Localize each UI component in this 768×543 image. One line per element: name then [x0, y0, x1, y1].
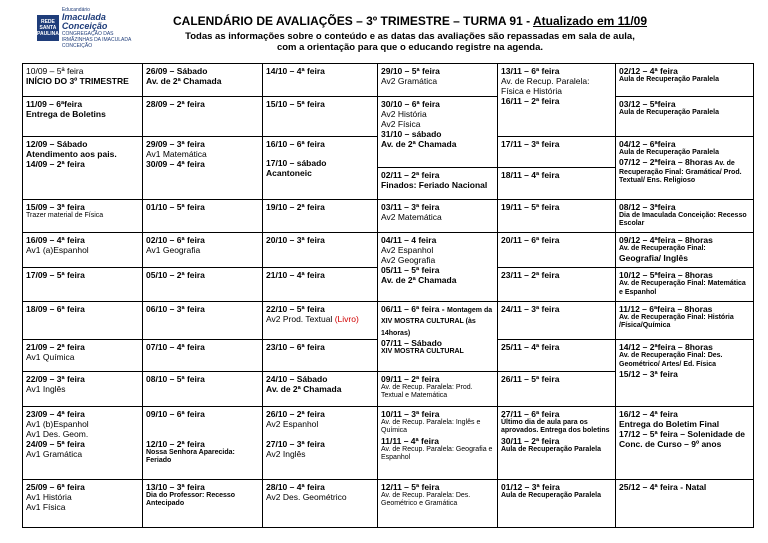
table-row [23, 64, 754, 97]
calendar-cell [616, 406, 754, 479]
cell-date: 20/11 – 6ª feira [501, 234, 560, 245]
cell-date: 01/10 – 5ª feira [146, 201, 205, 212]
cell-date: 11/09 – 6ªfeira [26, 99, 83, 110]
calendar-cell [263, 268, 378, 301]
logo-line3: CONGREGAÇÃO DAS IRMÃZINHAS DA IMACULADA CONCEIÇÃO [61, 31, 132, 49]
cell-event-text: Av2 Prod. Textual [266, 313, 333, 324]
calendar-cell [616, 136, 754, 199]
cell-date-text: 06/11 – 6ª feira - [381, 303, 447, 314]
calendar-cell [378, 168, 498, 199]
calendar-cell [616, 479, 754, 527]
cell-date-text: 07/12 – 2ªfeira – 8horas [619, 157, 713, 168]
cell-event: Geografia/ Inglês [619, 253, 688, 264]
cell-date: 14/09 – 2ª feira [26, 158, 85, 169]
cell-date: 08/10 – 5ª feira [146, 373, 205, 384]
calendar-cell [143, 340, 263, 371]
calendar-cell [498, 64, 616, 137]
cell-date: 23/09 – 4ª feira [26, 408, 85, 419]
cell-date: 28/09 – 2ª feira [146, 99, 205, 110]
cell-date: 30/10 – 6ª feira [381, 99, 440, 110]
cell-event: Av2 Espanhol [381, 244, 434, 255]
cell-date: 02/11 – 2ª feira [381, 170, 440, 181]
cell-date: 30/09 – 4ª feira [146, 158, 205, 169]
cell-event: Av1 Matemática [146, 148, 207, 159]
cell-event: Acantoneic [266, 167, 312, 178]
cell-event: Av. de Recuperação Final: Matemática e Espanhol [619, 280, 746, 296]
cell-date: 23/11 – 2ª feira [501, 270, 560, 281]
cell-event-prefix: Av. de [712, 160, 735, 168]
table-row [23, 97, 754, 137]
cell-date: 13/10 – 3ª feira [146, 481, 205, 492]
cell-date: 20/10 – 3ª feira [266, 234, 325, 245]
calendar-cell [378, 64, 498, 97]
cell-event: Av1 História [26, 491, 72, 502]
cell-date: 16/11 – 2ª feira [501, 96, 560, 106]
cell-date: 25/09 – 6ª feira [26, 481, 85, 492]
calendar-cell [498, 168, 616, 199]
table-row [23, 479, 754, 527]
cell-date: 04/12 – 6ªfeira [619, 138, 676, 149]
cell-event: Av. de Recup. Paralela: Física e História [501, 76, 590, 96]
cell-date [381, 304, 494, 339]
cell-date: 23/10 – 6ª feira [266, 342, 325, 353]
cell-event: Atendimento aos pais. [26, 148, 117, 159]
cell-date: 22/09 – 3ª feira [26, 373, 85, 384]
cell-event: Aula de Recuperação Paralela [619, 109, 719, 117]
page-header [150, 14, 670, 53]
cell-event: Aula de Recuperação Paralela [619, 148, 719, 156]
cell-date: 04/11 – 4 feira [381, 234, 437, 245]
cell-date: 01/12 – 3ª feira [501, 481, 560, 492]
cell-date: 07/11 – Sábado [381, 338, 442, 349]
cell-event: Dia do Professor: Recesso Antecipado [146, 491, 236, 508]
calendar-cell [23, 64, 143, 97]
calendar-cell [616, 340, 754, 407]
cell-date: 12/10 – 2ª feira [146, 438, 205, 449]
calendar-cell [143, 301, 263, 340]
school-logo [37, 7, 137, 49]
cell-event: Av2 Geografia [381, 254, 436, 265]
cell-event: Av1 Física [26, 501, 66, 512]
cell-event: Av. de Recup. Paralela: Des. Geométrico e Gramática [381, 491, 471, 508]
calendar-cell [498, 232, 616, 267]
cell-event: Av. de Recuperação Final: Des. Geométrico/ Artes/ Ed. Física [619, 352, 723, 368]
calendar-cell [143, 371, 263, 406]
table-row [23, 232, 754, 267]
calendar-cell [378, 479, 498, 527]
calendar-cell [498, 479, 616, 527]
cell-date: 11/11 – 4ª feira [381, 435, 439, 446]
calendar-cell [263, 340, 378, 371]
calendar-cell [263, 406, 378, 479]
cell-event: Av1 (a)Espanhol [26, 244, 89, 255]
calendar-cell [23, 97, 143, 137]
cell-event: Av2 Des. Geométrico [266, 491, 347, 502]
calendar-cell [616, 232, 754, 267]
calendar-cell [23, 232, 143, 267]
cell-date: 29/10 – 5ª feira [381, 66, 440, 76]
cell-date: 14/10 – 4ª feira [266, 66, 325, 76]
cell-date: 03/11 – 3ª feira [381, 201, 440, 212]
calendar-cell [378, 371, 498, 406]
cell-date: 15/09 – 3ª feira [26, 201, 85, 212]
cell-event-note: (Livro) [334, 313, 359, 324]
cell-date: 24/11 – 3ª feira [501, 303, 560, 314]
calendar-cell [263, 136, 378, 199]
calendar-cell [143, 64, 263, 97]
page-title [150, 14, 670, 28]
cell-date: 15/12 – 3ª feira [619, 369, 678, 380]
cell-date: 28/10 – 4ª feira [266, 481, 325, 492]
cell-date: 12/09 – Sábado [26, 138, 88, 149]
calendar-cell [23, 301, 143, 340]
cell-date: 02/10 – 6ª feira [146, 234, 205, 245]
cell-date: 10/11 – 3ª feira [381, 408, 440, 419]
cell-date: 26/11 – 5ª feira [501, 373, 560, 384]
cell-date: 25/12 – 4ª feira - Natal [619, 481, 707, 492]
cell-event: Av. de 2ª Chamada [381, 274, 457, 285]
cell-date: 19/11 – 5ª feira [501, 201, 560, 212]
calendar-cell [23, 199, 143, 232]
cell-date: 09/11 – 2ª feira [381, 373, 440, 384]
calendar-cell [143, 268, 263, 301]
calendar-cell [263, 97, 378, 137]
cell-event: Aula de Recuperação Paralela [619, 76, 719, 83]
cell-event: Av. de Recup. Paralela: Geografia e Espanhol [381, 445, 493, 462]
cell-date: 05/10 – 2ª feira [146, 270, 205, 281]
cell-date: 17/10 – sábado [266, 157, 327, 168]
calendar-cell [378, 199, 498, 232]
cell-date: 24/10 – Sábado [266, 373, 328, 384]
calendar-cell [378, 97, 498, 168]
cell-date: 16/12 – 4ª feira [619, 408, 678, 419]
cell-date: 09/12 – 4ªfeira – 8horas [619, 234, 713, 245]
calendar-table [22, 63, 754, 528]
cell-date: 05/11 – 5ª feira [381, 264, 440, 275]
cell-event: Trazer material de Física [26, 211, 104, 219]
calendar-cell [378, 406, 498, 479]
cell-date: 27/10 – 3ª feira [266, 438, 325, 449]
calendar-cell [263, 371, 378, 406]
cell-event: Último dia de aula para os aprovados. Entrega dos boletins [501, 418, 610, 435]
cell-date: 10/09 – 5ª feira [26, 66, 84, 76]
cell-event: Av. de 2ª Chamada [146, 76, 222, 86]
cell-date: 02/12 – 4ª feira [619, 66, 678, 76]
calendar-cell [498, 406, 616, 479]
calendar-cell [143, 199, 263, 232]
cell-event: Av1 Des. Geom. [26, 428, 89, 439]
calendar-cell [263, 64, 378, 97]
cell-event: Av1 Inglês [26, 383, 66, 394]
calendar-cell [23, 268, 143, 301]
calendar-cell [616, 64, 754, 97]
cell-event: Av1 Geografia [146, 244, 201, 255]
logo-line1: Educandário [61, 7, 90, 13]
calendar-cell [143, 97, 263, 137]
logo-seal [37, 15, 59, 41]
cell-event: INÍCIO DO 3º TRIMESTRE [26, 76, 129, 86]
cell-date: 17/09 – 5ª feira [26, 270, 85, 281]
cell-event: Aula de Recuperação Paralela [501, 445, 601, 453]
calendar-cell [616, 97, 754, 137]
cell-date: 11/12 – 6ªfeira – 8horas [619, 303, 713, 314]
calendar-cell [498, 340, 616, 371]
cell-date: 30/11 – 2ª feira [501, 435, 560, 446]
cell-date [619, 157, 750, 169]
cell-date: 31/10 – sábado [381, 129, 442, 140]
cell-date: 26/09 – Sábado [146, 66, 208, 76]
cell-date: 17/11 – 3ª feira [501, 138, 560, 149]
calendar-cell [498, 136, 616, 167]
page-subtitle [150, 31, 670, 53]
cell-event: Av. de Recuperação Final: História /Física/Química [619, 313, 734, 330]
calendar-cell [143, 232, 263, 267]
calendar-cell [498, 268, 616, 301]
calendar-cell [498, 371, 616, 406]
cell-event: Av1 Gramática [26, 448, 83, 459]
cell-event: Av1 (b)Espanhol [26, 418, 89, 429]
cell-event [266, 314, 374, 324]
cell-event: Entrega de Boletins [26, 109, 106, 120]
calendar-cell [23, 406, 143, 479]
cell-date: 29/09 – 3ª feira [146, 138, 205, 149]
cell-event: Av1 Química [26, 352, 75, 363]
cell-date: 19/10 – 2ª feira [266, 201, 325, 212]
cell-event: Aula de Recuperação Paralela [501, 491, 601, 499]
title-text: CALENDÁRIO DE AVALIAÇÕES – 3º TRIMESTRE – TURMA 91 - [172, 14, 533, 28]
cell-event: XIV MOSTRA CULTURAL [381, 348, 464, 356]
cell-date: 24/09 – 5ª feira [26, 438, 85, 449]
calendar-cell [143, 406, 263, 479]
cell-date: 14/12 – 2ªfeira – 8horas [619, 342, 713, 353]
calendar-cell [143, 136, 263, 199]
cell-date: 03/12 – 5ªfeira [619, 99, 676, 110]
subtitle-line1: Todas as informações sobre o conteúdo e as datas das avaliações são repassadas em sala de aula, [185, 31, 635, 42]
table-row [23, 301, 754, 340]
calendar-cell [263, 232, 378, 267]
cell-date: 18/11 – 4ª feira [501, 170, 560, 181]
cell-date: 18/09 – 6ª feira [26, 303, 85, 314]
cell-event: Dia de Imaculada Conceição: Recesso Escolar [619, 211, 747, 227]
cell-date: 26/10 – 2ª feira [266, 408, 325, 419]
cell-event: Av2 Espanhol [266, 418, 319, 429]
cell-event: Finados: Feriado Nacional [381, 180, 488, 191]
cell-event: Av2 Matemática [381, 211, 442, 222]
calendar-cell [23, 371, 143, 406]
cell-date: 16/10 – 6ª feira [266, 138, 325, 149]
table-row [23, 199, 754, 232]
cell-date: 08/12 – 3ªfeira [619, 201, 676, 212]
cell-event: Av. de Recuperação Final: [619, 244, 706, 252]
logo-text [62, 7, 137, 49]
calendar-cell [498, 199, 616, 232]
cell-event: Nossa Senhora Aparecida: Feriado [146, 448, 235, 465]
cell-event: Av2 Inglês [266, 448, 306, 459]
cell-date: 16/09 – 4ª feira [26, 234, 85, 245]
calendar-cell [23, 479, 143, 527]
cell-date: 22/10 – 5ª feira [266, 303, 325, 314]
cell-date: 17/12 – 5ª feira – Solenidade de Conc. de Curso – 9º anos [619, 428, 745, 449]
updated-date: Atualizado em 11/09 [532, 14, 648, 28]
cell-date: 06/10 – 3ª feira [146, 303, 205, 314]
cell-date: 09/10 – 6ª feira [146, 408, 205, 419]
cell-event: Av2 Física [381, 119, 421, 130]
cell-date: 07/10 – 4ª feira [146, 342, 205, 353]
cell-date: 25/11 – 4ª feira [501, 342, 560, 353]
cell-event: Recuperação Final: Gramática/ Prod. Textual/ Ens. Religioso [619, 168, 742, 185]
cell-event: Montagem da XIV MOSTRA CULTURAL (às 14horas) [381, 306, 493, 337]
cell-date: 10/12 – 5ªfeira – 8horas [619, 270, 713, 281]
logo-line2: Imaculada Conceição [61, 12, 108, 31]
calendar-cell [23, 136, 143, 199]
calendar-cell [378, 301, 498, 371]
subtitle-line2: com a orientação para que o educando registre na agenda. [276, 42, 544, 53]
calendar-cell [616, 301, 754, 340]
cell-date: 12/11 – 5ª feira [381, 481, 440, 492]
cell-event: Av. de 2ª Chamada [266, 383, 342, 394]
cell-event: Av. de Recup. Paralela: Prod. Textual e Matemática [381, 383, 473, 399]
calendar-cell [263, 301, 378, 340]
cell-event: Av2 Gramática [381, 76, 438, 86]
cell-event: Av. de Recup. Paralela: Inglês e Química [381, 418, 481, 435]
cell-date: 15/10 – 5ª feira [266, 99, 325, 110]
logo-seal-text: REDE SANTA PAULINA [37, 19, 59, 37]
calendar-cell [498, 301, 616, 340]
calendar-cell [616, 199, 754, 232]
cell-event: Av2 História [381, 109, 427, 120]
calendar-cell [616, 268, 754, 301]
cell-date: 27/11 – 6ª feira [501, 408, 560, 419]
cell-event: Entrega do Boletim Final [619, 418, 720, 429]
cell-date: 13/11 – 6ª feira [501, 66, 560, 76]
calendar-cell [143, 479, 263, 527]
table-row [23, 406, 754, 479]
cell-date: 21/09 – 2ª feira [26, 342, 85, 353]
calendar-cell [263, 199, 378, 232]
calendar-cell [263, 479, 378, 527]
calendar-cell [378, 232, 498, 301]
cell-date: 21/10 – 4ª feira [266, 270, 325, 281]
calendar-cell [23, 340, 143, 371]
cell-event: Av. de 2ª Chamada [381, 139, 457, 150]
